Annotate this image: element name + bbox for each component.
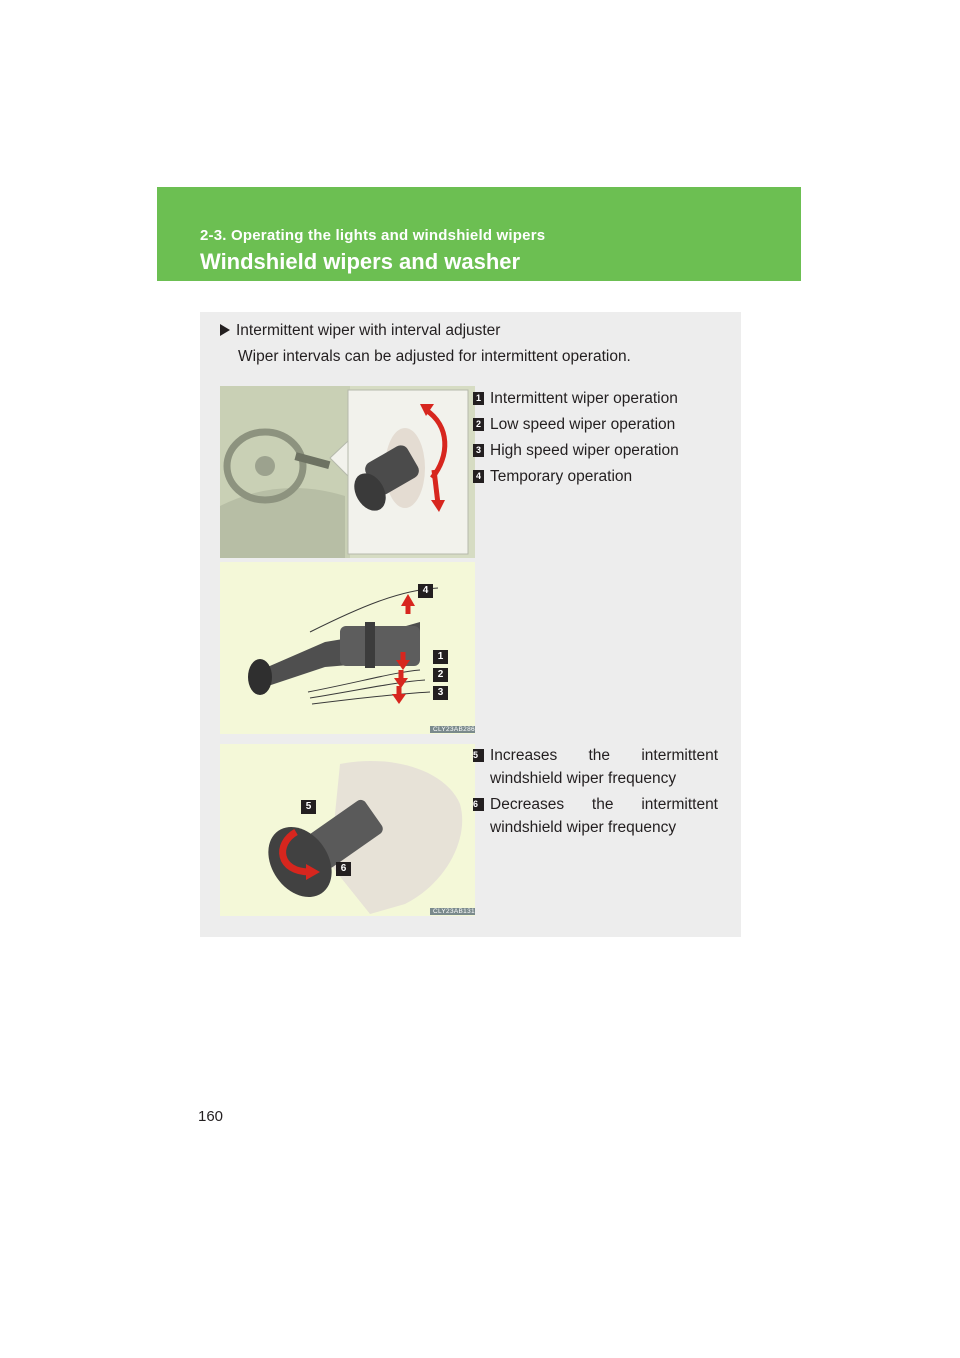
page-title: Windshield wipers and washer (200, 249, 521, 274)
content-panel (200, 312, 741, 937)
callout-5: 5 (301, 800, 316, 814)
item-label: Increases the intermittent windshield wiper frequency (490, 747, 718, 787)
callout-2: 2 (433, 668, 448, 682)
triangle-bullet-icon (220, 324, 230, 336)
callout-6: 6 (336, 862, 351, 876)
number-badge: 1 (473, 392, 484, 405)
figure-code: CLY23AB131 (430, 908, 475, 915)
bullet-title: Intermittent wiper with interval adjuster (236, 322, 501, 339)
wiper-lever-illustration (220, 562, 475, 734)
callout-1: 1 (433, 650, 448, 664)
list-item (473, 793, 718, 839)
number-badge: 4 (473, 470, 484, 483)
callout-4: 4 (418, 584, 433, 598)
item-label: Temporary operation (490, 468, 633, 485)
number-badge: 2 (473, 418, 484, 431)
callout-3: 3 (433, 686, 448, 700)
figure-code: CLY23AB286 (430, 726, 475, 733)
item-label: High speed wiper operation (490, 442, 679, 459)
list-item (475, 387, 678, 410)
item-label: Decreases the intermittent windshield wiper frequency (490, 796, 718, 836)
number-badge: 5 (473, 749, 484, 762)
interval-knob-illustration (220, 744, 475, 916)
list-item (475, 439, 679, 462)
chapter-header (157, 187, 801, 281)
page-number: 160 (198, 1108, 224, 1125)
list-item (475, 413, 676, 436)
number-badge: 6 (473, 798, 484, 811)
list-item (473, 744, 718, 790)
number-badge: 3 (473, 444, 484, 457)
item-label: Low speed wiper operation (490, 416, 676, 433)
item-label: Intermittent wiper operation (490, 390, 678, 407)
dashboard-illustration (220, 386, 475, 558)
bullet-heading (220, 322, 500, 340)
list-item (475, 465, 633, 488)
section-label: 2-3. Operating the lights and windshield wipers (200, 227, 546, 244)
bullet-description: Wiper intervals can be adjusted for intermittent operation. (238, 348, 631, 365)
